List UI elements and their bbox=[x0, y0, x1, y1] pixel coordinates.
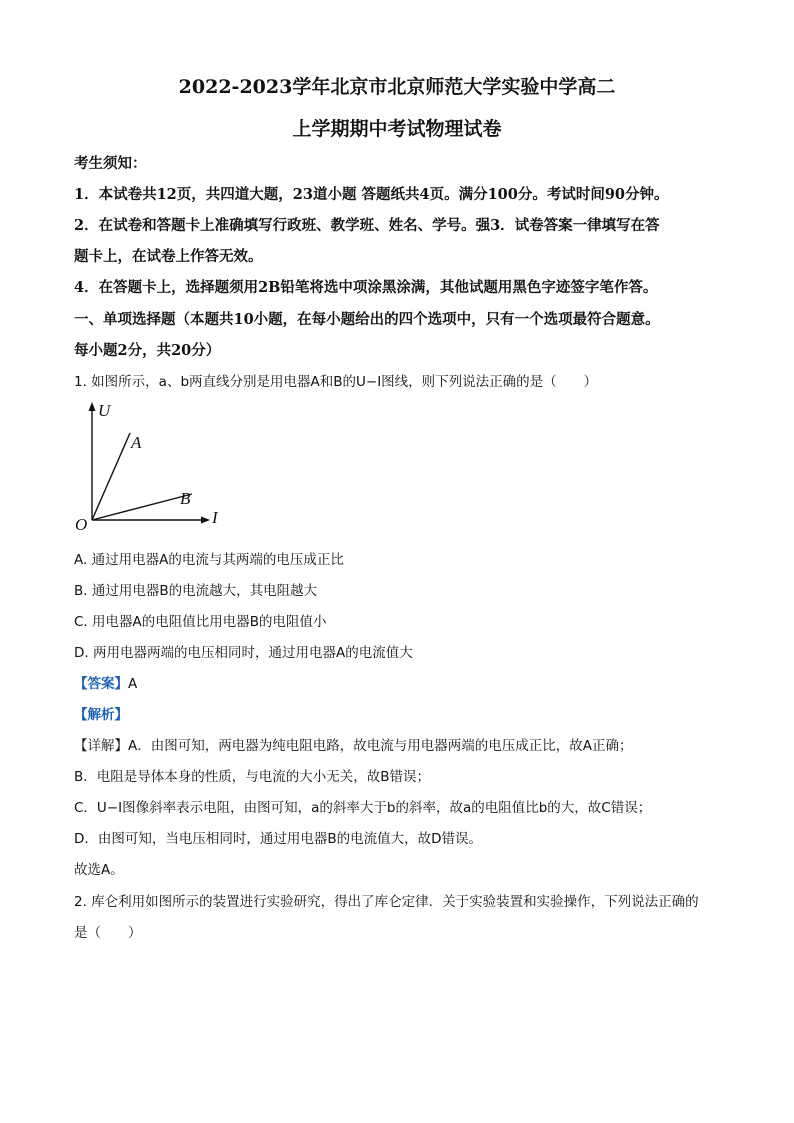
detail-d: D．由图可知，当电压相同时，通过用电器B的电流值大，故D错误。 bbox=[74, 831, 483, 847]
notice-item-2: 2．在试卷和答题卡上准确填写行政班、教学班、姓名、学号。强3．试卷答案一律填写在答 bbox=[74, 217, 660, 234]
conclusion: 故选A。 bbox=[74, 862, 124, 878]
paper-title-line2: 上学期期中考试物理试卷 bbox=[292, 118, 502, 140]
question-1-stem: 1. 如图所示，a、b两直线分别是用电器A和B的U−I图线，则下列说法正确的是（ ） bbox=[74, 374, 598, 390]
section-heading-cont: 每小题2分，共20分） bbox=[74, 342, 221, 359]
answer-label: 【答案】 bbox=[74, 676, 128, 692]
question-2-stem-cont: 是（ ） bbox=[74, 925, 142, 941]
answer-value: A bbox=[128, 676, 138, 692]
u-axis-label: U bbox=[98, 401, 111, 420]
option-a: A. 通过用电器A的电流与其两端的电压成正比 bbox=[74, 552, 344, 568]
detail-c: C．U−I图像斜率表示电阻，由图可知，a的斜率大于b的斜率，故a的电阻值比b的大，故C错误； bbox=[74, 800, 652, 816]
notice-heading: 考生须知： bbox=[74, 155, 147, 172]
detail-label: 【详解】 bbox=[74, 738, 128, 754]
detail-a: A．由图可知，两电器为纯电阻电路，故电流与用电器两端的电压成正比，故A正确； bbox=[128, 738, 633, 754]
notice-item-2-cont: 题卡上，在试卷上作答无效。 bbox=[74, 248, 263, 265]
line-b bbox=[92, 494, 192, 520]
notice-item-1: 1．本试卷共12页，共四道大题，23道小题 答题纸共4页。满分100分。考试时间90分钟。 bbox=[74, 186, 669, 203]
i-axis-label: I bbox=[212, 508, 218, 527]
detail-row-a bbox=[74, 734, 632, 754]
analysis-label: 【解析】 bbox=[74, 707, 128, 723]
line-a bbox=[92, 433, 130, 520]
origin-label: O bbox=[75, 515, 88, 534]
u-axis-arrow-icon bbox=[89, 402, 96, 411]
i-axis-arrow-icon bbox=[201, 517, 210, 524]
option-d: D. 两用电器两端的电压相同时，通过用电器A的电流值大 bbox=[74, 645, 413, 661]
line-a-label: A bbox=[131, 433, 142, 452]
notice-item-4: 4．在答题卡上，选择题须用2B铅笔将选中项涂黑涂满，其他试题用黑色字迹签字笔作答。 bbox=[74, 279, 658, 296]
option-c: C. 用电器A的电阻值比用电器B的电阻值小 bbox=[74, 614, 327, 630]
section-heading: 一、单项选择题（本题共10小题，在每小题给出的四个选项中，只有一个选项最符合题意。 bbox=[74, 311, 660, 328]
question-2-stem: 2. 库仑利用如图所示的装置进行实验研究，得出了库仑定律．关于实验装置和实验操作，下列说法正确的 bbox=[74, 894, 699, 910]
ui-graph bbox=[70, 396, 230, 536]
answer-row bbox=[74, 672, 137, 692]
option-b: B. 通过用电器B的电流越大，其电阻越大 bbox=[74, 583, 318, 599]
line-b-label: B bbox=[180, 489, 191, 508]
detail-b: B．电阻是导体本身的性质，与电流的大小无关，故B错误； bbox=[74, 769, 431, 785]
paper-title-line1: 2022-2023学年北京市北京师范大学实验中学高二 bbox=[178, 76, 616, 98]
